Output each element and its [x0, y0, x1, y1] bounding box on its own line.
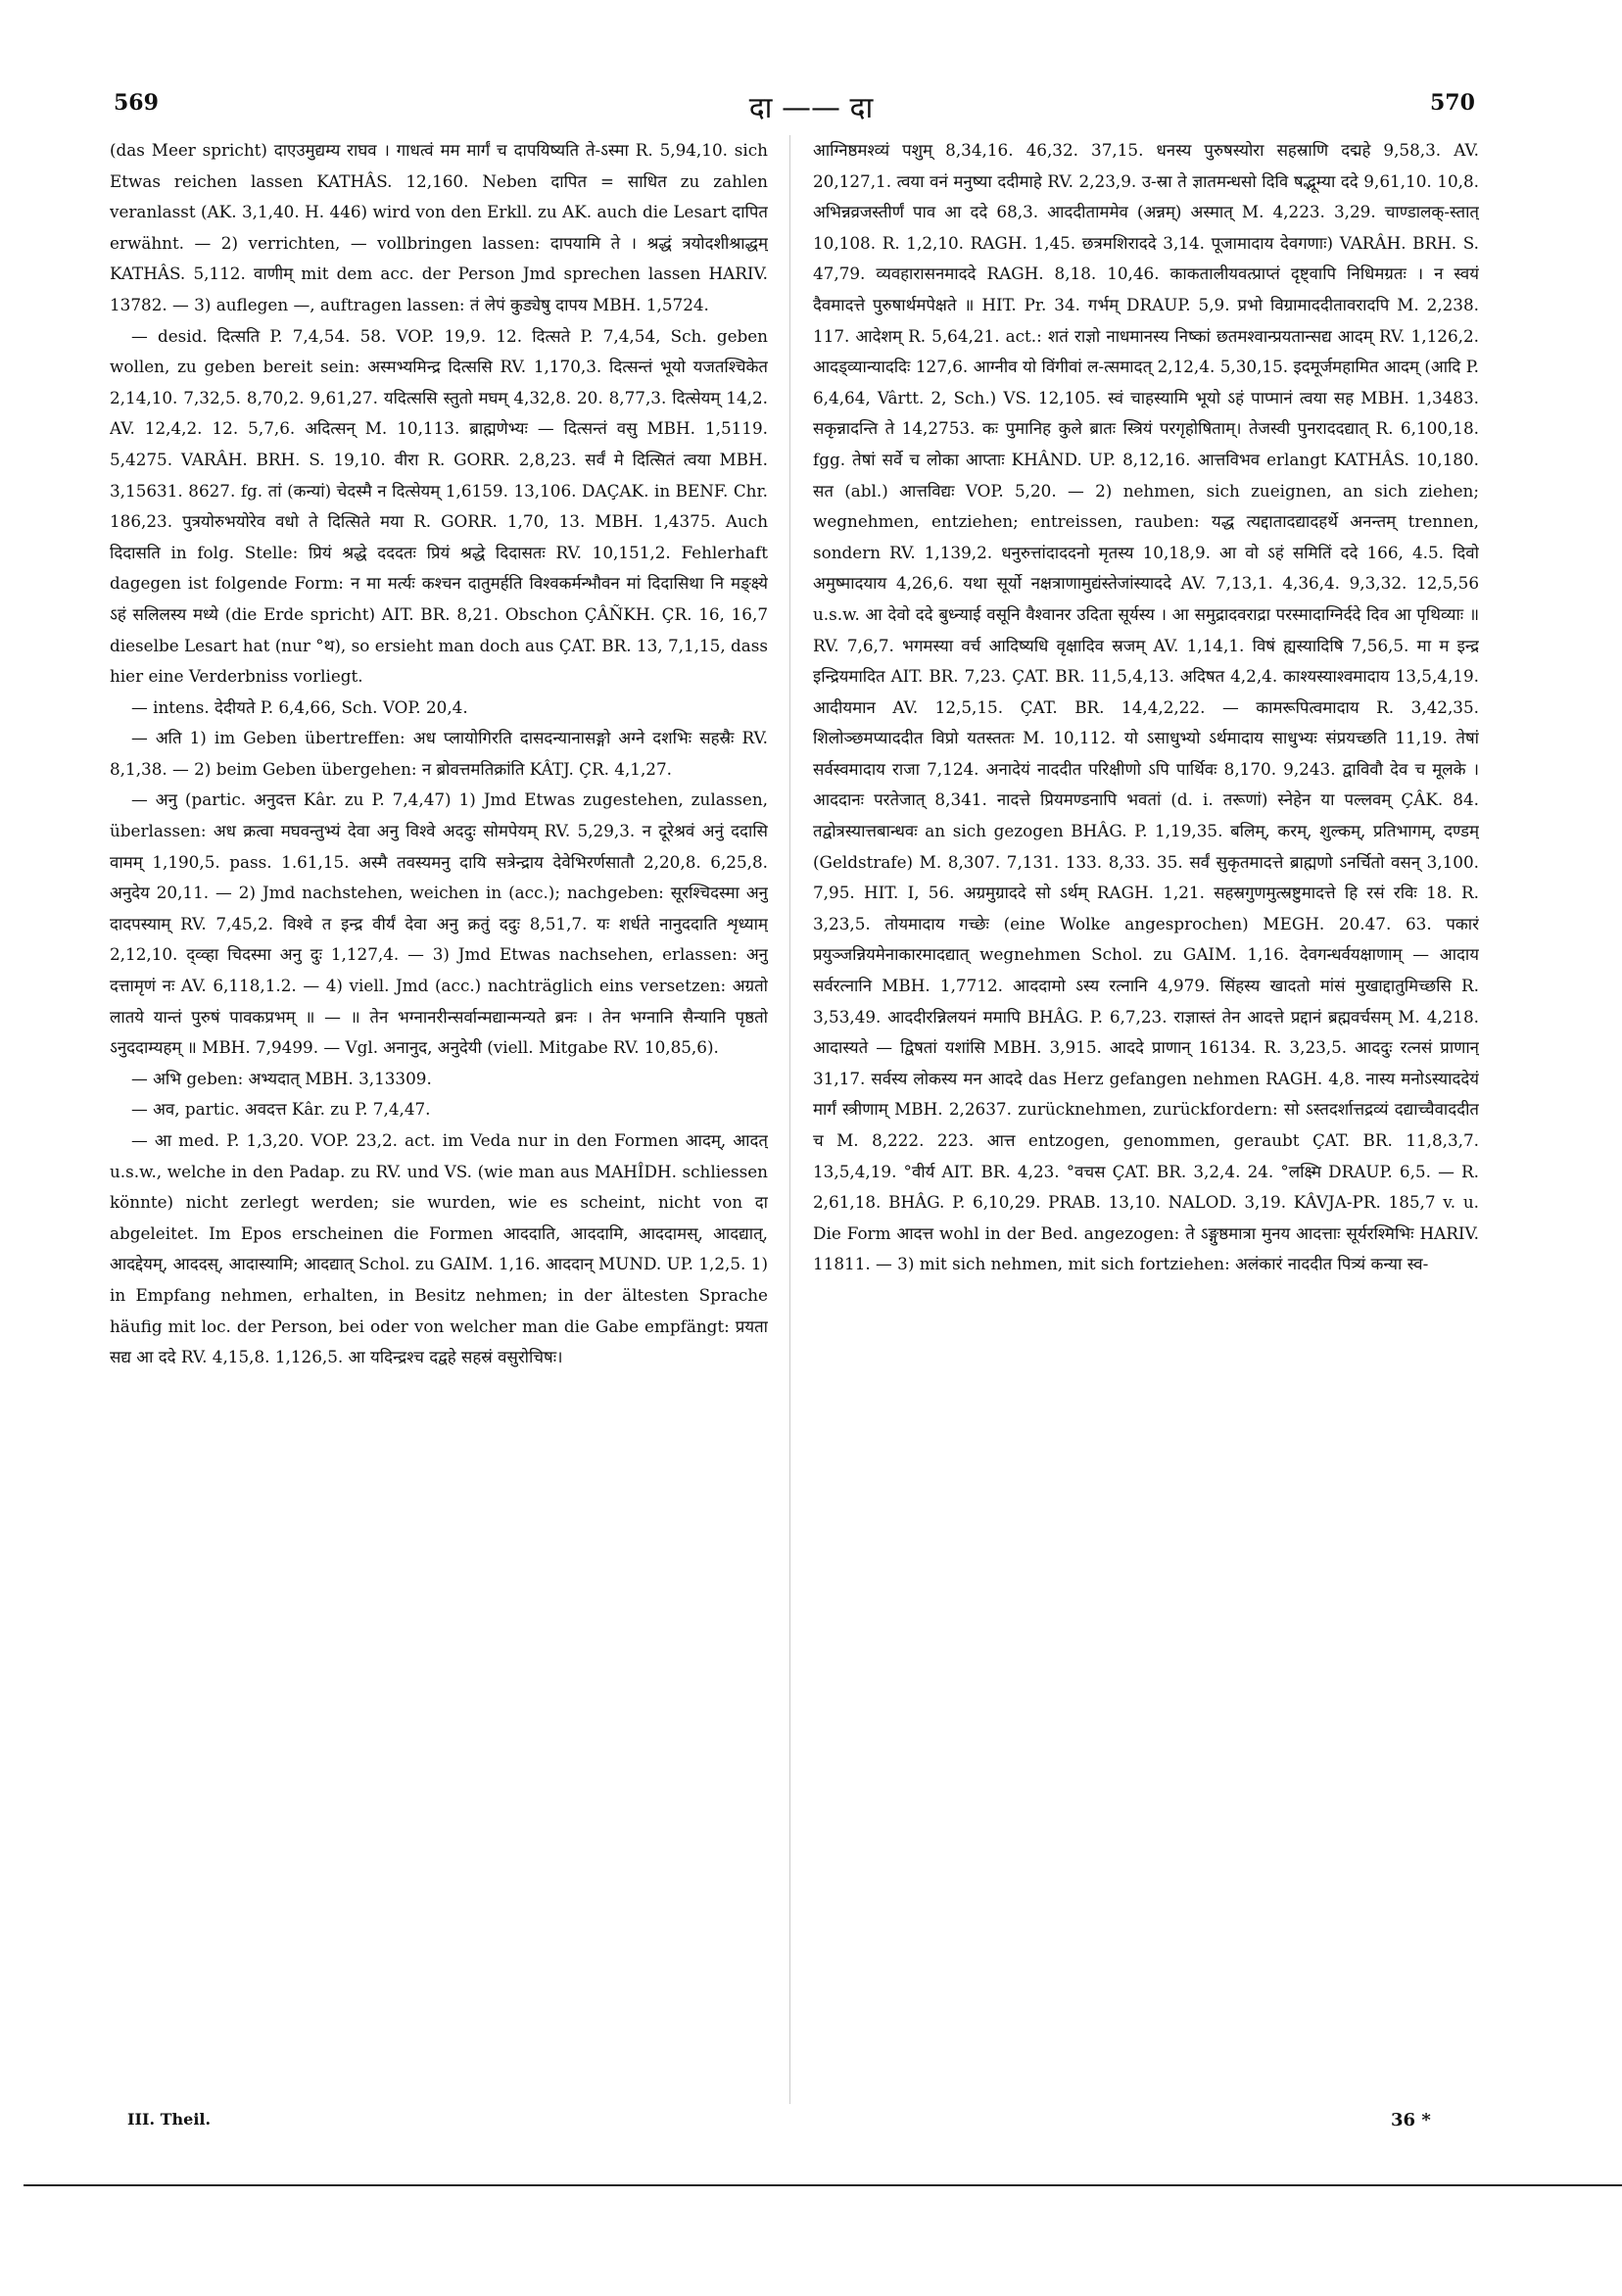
running-head: दा —— दा: [748, 91, 874, 125]
page-number-left: 569: [114, 90, 159, 116]
paragraph: — intens. देदीयते P. 6,4,66, Sch. VOP. 20,4.: [131, 696, 468, 717]
column-divider: [789, 135, 790, 2104]
volume-label: III. Theil.: [127, 2110, 212, 2129]
paragraph: — आ med. P. 1,3,20. VOP. 23,2. act. im Veda nur in den Formen आदम्, आदत् u.s.w., welche in den Padap. zu RV. und VS. (wie man aus MAHÎDH. schliessen könnte) nicht zerlegt werden; sie wurden, wie es scheint, nicht von दा abgeleitet. Im Epos erscheinen die Formen आददाति, आददामि, आददामस्, आदद्यात्, आदद्देयम्, आददस्, आदास्यामि; आदद्यात् Schol. zu GAIM. 1,16. आददान् MUND. UP. 1,2,5. 1) in Empfang nehmen, erhalten, in Besitz nehmen; in der ältesten Sprache häufig mit loc. der Person, bei oder von welcher man die Gabe empfängt: प्रयता सद्य आ ददे RV. 4,15,8. 1,126,5. आ यदिन्द्रश्च दद्वहे सहस्रं वसुरोचिषः।: [110, 1130, 768, 1367]
right-column: [813, 135, 1479, 2104]
paragraph: — अति 1) im Geben übertreffen: अध प्लायोगिरति दासदन्यानासङ्गो अग्ने दशभिः सहस्रैः RV. 8,1,38. — 2) beim Geben übergehen: न ब्रोवत्तमतिक्रांति KÂTJ. ÇR. 4,1,27.: [110, 728, 768, 779]
paragraph: (das Meer spricht) दाएउमुद्यम्य राघव । गाधत्वं मम मार्गं च दापयिष्यति ते-ऽस्मा R. 5,94,10. sich Etwas reichen lassen KATHÂS. 12,160. Neben दापित = साधित zu zahlen veranlasst (AK. 3,1,40. H. 446) wird von den Erkll. zu AK. auch die Lesart दापित erwähnt. — 2) verrichten, — vollbringen lassen: दापयामि ते । श्रद्धं त्रयोदशीश्राद्धम् KATHÂS. 5,112. वाणीम् mit dem acc. der Person Jmd sprechen lassen HARIV. 13782. — 3) auflegen —, auftragen lassen: तं लेपं कुड्येषु दापय MBH. 1,5724.: [110, 140, 768, 314]
paragraph: — desid. दित्सति P. 7,4,54. 58. VOP. 19,9. 12. दित्सते P. 7,4,54, Sch. geben wollen, zu geben bereit sein: अस्मभ्यमिन्द्र दित्ससि RV. 1,170,3. दित्सन्तं भूयो यजतश्चिकेत 2,14,10. 7,32,5. 8,70,2. 9,61,27. यदित्ससि स्तुतो मघम् 4,32,8. 20. 8,77,3. दित्सेयम् 14,2. AV. 12,4,2. 12. 5,7,6. अदित्सन् M. 10,113. ब्राह्मणेभ्यः — दित्सन्तं वसु MBH. 1,5119. 5,4275. VARÂH. BRH. S. 19,10. वीरा R. GORR. 2,8,23. सर्वं मे दित्सितं त्वया MBH. 3,15631. 8627. fg. तां (कन्यां) चेदस्मै न दित्सेयम् 1,6159. 13,106. DAÇAK. in BENF. Chr. 186,23. पुत्रयोरुभयोरेव वधो ते दित्सिते मया R. GORR. 1,70, 13. MBH. 1,4375. Auch दिदासति in folg. Stelle: प्रियं श्रद्धे दददतः प्रियं श्रद्धे दिदासतः RV. 10,151,2. Fehlerhaft dagegen ist folgende Form: न मा मर्त्यः कश्चन दातुमर्हति विश्वकर्मन्भौवन मां दिदासिथा नि मङ्क्ष्ये ऽहं सलिलस्य मध्ये (die Erde spricht) AIT. BR. 8,21. Obschon ÇÂÑKH. ÇR. 16, 16,7 dieselbe Lesart hat (nur °थ), so ersieht man doch aus ÇAT. BR. 13, 7,1,15, dass hier eine Verderbniss vorliegt.: [110, 325, 768, 687]
paragraph: — अव, partic. अवदत्त Kâr. zu P. 7,4,47.: [131, 1099, 431, 1120]
paragraph: आग्निष्ठमश्व्यं पशुम् 8,34,16. 46,32. 37,15. धनस्य पुरुषस्योरा सहस्राणि दद्महे 9,58,3. AV. 20,127,1. त्वया वनं मनुष्या ददीमाहे RV. 2,23,9. उ-स्रा ते ज्ञातमन्धसो दिवि षद्भूम्या ददे 9,61,10. 10,8. अभिन्नव्रजस्तीर्णं पाव आ ददे 68,3. आददीताममेव (अन्नम्) अस्मात् M. 4,223. 3,29. चाण्डालक्-स्तात् 10,108. R. 1,2,10. RAGH. 1,45. छत्रमशिराददे 3,14. पूजामादाय देवगणाः) VARÂH. BRH. S. 47,79. व्यवहारासनमाददे RAGH. 8,18. 10,46. काकतालीयवत्प्राप्तं दृष्ट्वापि निधिमग्रतः । न स्वयं दैवमादत्ते पुरुषार्थमपेक्षते ॥ HIT. Pr. 34. गर्भम् DRAUP. 5,9. प्रभो विग्रामाददीतावरादपि M. 2,238. 117. आदेशम् R. 5,64,21. act.: शतं राज्ञो नाधमानस्य निष्कां छतमश्वान्प्रयतान्सद्य आदम् RV. 1,126,2. आदड्व्यान्याददिः 127,6. आग्नीव यो विंगीवां ल-त्समादत् 2,12,4. 5,30,15. इदमूर्जमहामित आदम् (आदि P. 6,4,64, Vârtt. 2, Sch.) VS. 12,105. स्वं चाहस्यामि भूयो ऽहं पाप्मानं त्वया सह MBH. 1,3483. सकृन्नादन्ति ते 14,2753. कः पुमानिह कुले ब्रातः स्त्रियं परगृहोषिताम्। तेजस्वी पुनराददद्यात् R. 6,100,18. fgg. तेषां सर्वे च लोका आप्ताः KHÂND. UP. 8,12,16. आत्तविभव erlangt KATHÂS. 10,180. सत (abl.) आत्तविद्यः VOP. 5,20. — 2) nehmen, sich zueignen, an sich ziehen; wegnehmen, entziehen; entreissen, rauben: यद्ध त्यद्दातादद्यादहर्थे अनन्तम् trennen, sondern RV. 1,139,2. धनुरुत्तांदाददनो मृतस्य 10,18,9. आ वो ऽहं समितिं ददे 166, 4.5. दिवो अमुष्मादयाय 4,26,6. यथा सूर्यो नक्षत्राणामुद्यंस्तेजांस्याददे AV. 7,13,1. 4,36,4. 9,3,32. 12,5,56 u.s.w. आ देवो ददे बुध्न्याई वसूनि वैश्वानर उदिता सूर्यस्य । आ समुद्रादवराद्रा परस्मादाग्निर्ददे दिव आ पृथिव्याः ॥ RV. 7,6,7. भगमस्या वर्च आदिष्यधि वृक्षादिव स्रजम् AV. 1,14,1. विषं ह्यस्यादिषि 7,56,5. मा म इन्द्र इन्द्रियमादित AIT. BR. 7,23. ÇAT. BR. 11,5,4,13. अदिषत 4,2,4. काश्यस्याश्वमादाय 13,5,4,19. आदीयमान AV. 12,5,15. ÇAT. BR. 14,4,2,22. — कामरूपित्वमादाय R. 3,42,35. शिलोञ्छमप्याददीत विप्रो यतस्ततः M. 10,112. यो ऽसाधुभ्यो ऽर्थमादाय साधुभ्यः संप्रयच्छति 11,19. तेषां सर्वस्वमादाय राजा 7,124. अनादेयं नाददीत परिक्षीणो ऽपि पार्थिवः 8,170. 9,243. द्वाविवौ देव च मूलके । आददानः परतेजात् 8,341. नादत्ते प्रियमण्डनापि भवतां (d. i. तरूणां) स्नेहेन या पल्लवम् ÇÂK. 84. तद्वोत्रस्यात्तबान्धवः an sich gezogen BHÂG. P. 1,19,35. बलिम्, करम्, शुल्कम्, प्रतिभागम्, दण्डम् (Geldstrafe) M. 8,307. 7,131. 133. 8,33. 35. सर्वं सुकृतमादत्ते ब्राह्मणो ऽनर्चितो वसन् 3,100. 7,95. HIT. I, 56. अग्रमुग्राददे सो ऽर्थम् RAGH. 1,21. सहस्रगुणमुत्स्रष्टुमादत्ते हि रसं रविः 18. R. 3,23,5. तोयमादाय गच्छेः (eine Wolke angesprochen) MEGH. 20.47. 63. पकारं प्रयुञ्जन्नियमेनाकारमादद्यात् wegnehmen Schol. zu GAIM. 1,16. देवगन्धर्वयक्षाणाम् — आदाय सर्वरत्नानि MBH. 1,7712. आददामो ऽस्य रत्नानि 4,979. सिंहस्य खादतो मांसं मुखाद्दातुमिच्छसि R. 3,53,49. आददीरन्निलयनं ममापि BHÂG. P. 6,7,23. राज्ञास्तं तेन आदत्ते प्रद्दानं ब्रह्मवर्चसम् M. 4,218. आदास्यते — द्विषतां यशांसि MBH. 3,915. आददे प्राणान् 16134. R. 3,23,5. आददुः रत्नसं प्राणान् 31,17. सर्वस्य लोकस्य मन आददे das Herz gefangen nehmen RAGH. 4,8. नास्य मनोऽस्याददेयं मार्गं स्त्रीणाम् MBH. 2,2637. zurücknehmen, zurückfordern: सो ऽस्तदर्शात्तद्रव्यं दद्याच्चैवाददीत च M. 8,222. 223. आत्त entzogen, genommen, geraubt ÇAT. BR. 11,8,3,7. 13,5,4,19. °वीर्य AIT. BR. 4,23. °वचस ÇAT. BR. 3,2,4. 24. °लक्ष्मि DRAUP. 6,5. — R. 2,61,18. BHÂG. P. 6,10,29. PRAB. 13,10. NALOD. 3,19. KÂVJA-PR. 185,7 v. u. Die Form आदत्त wohl in der Bed. angezogen: ते ऽङ्गुष्ठमात्रा मुनय आदत्ताः सूर्यरश्मिभिः HARIV. 11811. — 3) mit sich nehmen, mit sich fortziehen: अलंकारं नाददीत पित्र्यं कन्या स्व-: [813, 140, 1479, 1274]
paragraph: — अभि geben: अभ्यदात् MBH. 3,13309.: [131, 1068, 432, 1088]
paragraph: — अनु (partic. अनुदत्त Kâr. zu P. 7,4,47) 1) Jmd Etwas zugestehen, zulassen, überlassen: अध क्रत्वा मघवन्तुभ्यं देवा अनु विश्वे अददुः सोमपेयम् RV. 5,29,3. न दूरेश्रवं अनुं ददासि वामम् 1,190,5. pass. 1.61,15. अस्मै तवस्यमनु दायि सत्रेन्द्राय देवेभिरर्णसातौ 2,20,8. 6,25,8. अनुदेय 20,11. — 2) Jmd nachstehen, weichen in (acc.); nachgeben: सूरश्चिदस्मा अनु दादपस्याम् RV. 7,45,2. विश्वे त इन्द्र वीर्यं देवा अनु क्रतुं ददुः 8,51,7. यः शर्धते नानुददाति शृध्याम् 2,12,10. द्व्व्हा चिदस्मा अनु दुः 1,127,4. — 3) Jmd Etwas nachsehen, erlassen: अनु दत्तामृणं नः AV. 6,118,1.2. — 4) viell. Jmd (acc.) nachträglich eins versetzen: अग्रतो लातये यान्तं पुरुषं पावकप्रभम् ॥ — ॥ तेन भग्नानरीन्सर्वान्मद्यान्मन्यते ब्रनः । तेन भग्नानि सैन्यानि पृष्ठतो ऽनुददाम्यहम् ॥ MBH. 7,9499. — Vgl. अनानुद, अनुदेयी (viell. Mitgabe RV. 10,85,6).: [110, 789, 768, 1058]
left-column: [110, 135, 768, 2104]
signature-mark: 36 *: [1391, 2110, 1431, 2130]
bottom-rule: [24, 2184, 1622, 2186]
page-number-right: 570: [1430, 90, 1475, 116]
